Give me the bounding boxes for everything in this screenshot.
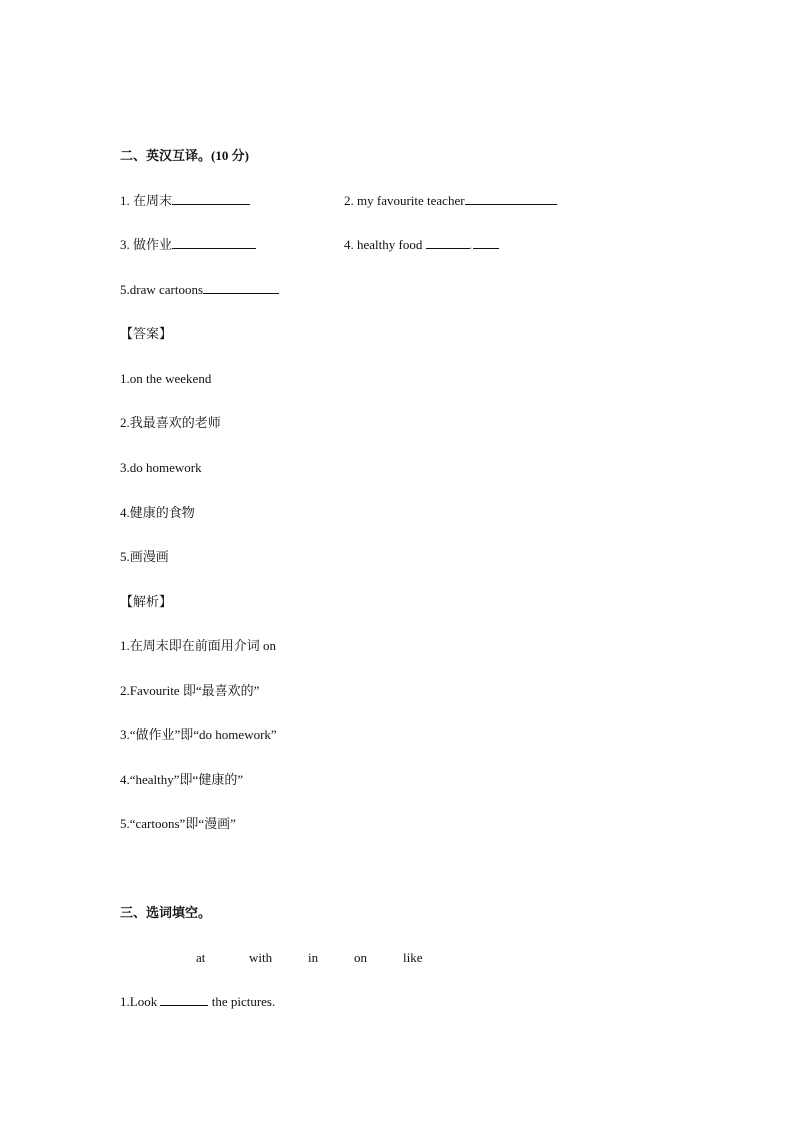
answer-label: 【答案】 [120,326,173,341]
analysis-item: 2.Favourite 即“最喜欢的” [120,683,260,698]
analysis-label: 【解析】 [120,594,173,609]
analysis-item: 1.在周末即在前面用介词 on [120,638,277,653]
answer-blank[interactable] [465,192,557,205]
question-5-text: 5.draw cartoons [120,282,204,297]
section-2-heading: 二、英汉互译。(10 分) [120,148,249,163]
question-5 [120,281,279,299]
answer-blank[interactable] [426,236,470,249]
question-4-mid: . [469,237,473,252]
answer-item: 2.我最喜欢的老师 [120,415,221,430]
answer-item: 5.画漫画 [120,549,169,564]
question-2-text: 2. my favourite teacher [344,193,465,208]
question-3 [120,236,256,254]
section-3-heading: 三、选词填空。 [120,905,212,920]
analysis-item: 5.“cartoons”即“漫画” [120,816,236,831]
answer-item: 1.on the weekend [120,371,212,386]
answer-blank[interactable] [172,192,250,205]
word-bank-item: like [403,950,423,965]
analysis-item: 3.“做作业”即“do homework” [120,727,277,742]
answer-item: 4.健康的食物 [120,505,195,520]
word-bank-item: with [249,950,273,965]
answer-blank[interactable] [172,236,256,249]
answer-blank[interactable] [203,281,279,294]
answer-blank[interactable] [473,236,499,249]
question-4 [344,236,499,254]
answer-item: 3.do homework [120,460,202,475]
question-2 [344,192,557,210]
analysis-item: 4.“healthy”即“健康的” [120,772,244,787]
question-1-text: 1. 在周末 [120,193,173,208]
fill-question-1 [120,993,275,1011]
question-1 [120,192,250,210]
fill-question-before: 1.Look [120,994,161,1009]
word-bank-item: in [308,950,319,965]
question-4-text: 4. healthy food [344,237,423,252]
answer-blank[interactable] [160,993,208,1006]
word-bank-item: at [196,950,206,965]
word-bank-item: on [354,950,367,965]
question-3-text: 3. 做作业 [120,237,173,252]
fill-question-after: the pictures. [208,994,276,1009]
